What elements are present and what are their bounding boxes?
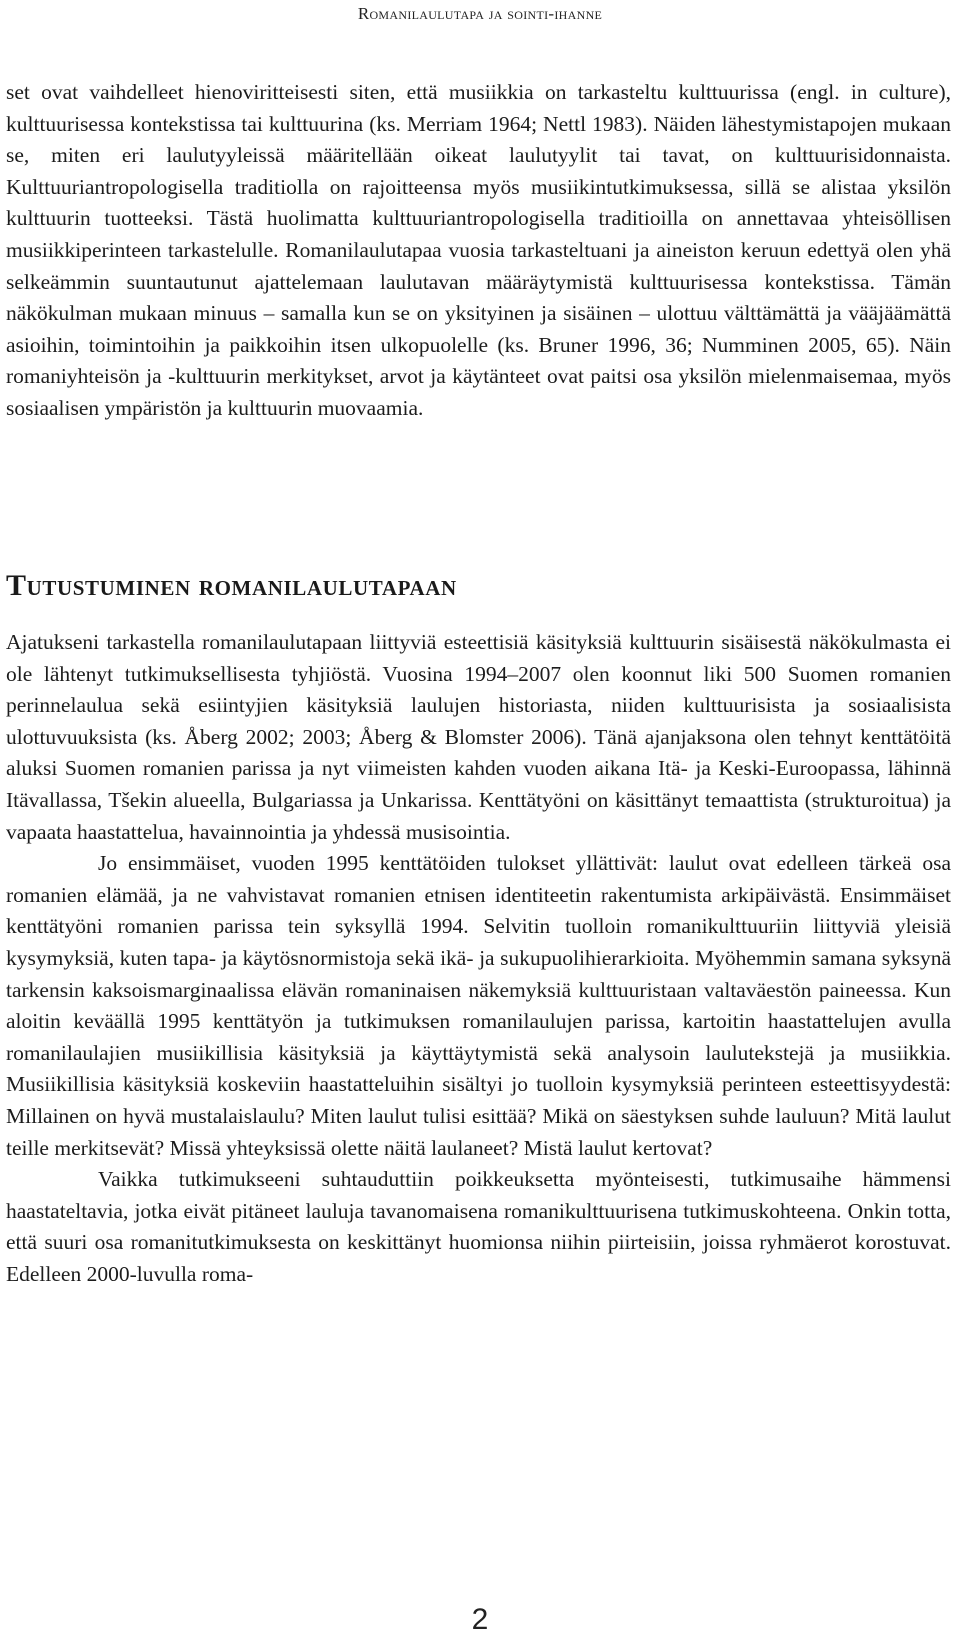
section-paragraph-1: Ajatukseni tarkastella romanilaulutapaan liittyviä esteettisiä käsityksiä kulttuurin sisäisestä näkökulmasta ei ole lähtenyt tutkimuksellisesta tyhjiöstä. Vuosina 1994–2007 olen koonnut liki 500 Suomen romanien perinnelaulua sekä esiintyjien käsityksiä laulujen historiasta, niiden kulttuurisista ja sosiaalisista ulottuvuuksista (ks. Åberg 2002; 2003; Åberg & Blomster 2006). Tänä ajanjaksona olen tehnyt kenttätöitä aluksi Suomen romanien parissa ja nyt viimeisten kahden vuoden aikana Itä- ja Keski-Euroopassa, lähinnä Itävallassa, Tšekin alueella, Bulgariassa ja Unkarissa. Kenttätyöni on käsittänyt temaattista (strukturoitua) ja vapaata haastattelua, havainnointia ja yhdessä musisointia. [6, 630, 951, 844]
page-number: 2 [471, 1603, 489, 1636]
section-paragraph-3: Vaikka tutkimukseeni suhtauduttiin poikkeuksetta myönteisesti, tutkimusaihe hämmensi haastateltavia, jotka eivät pitäneet lauluja tavanomaisena romanikulttuurisena tutkimuskohteena. Onkin totta, että suuri osa romanitutkimuksesta on keskittänyt huomionsa niihin piirteisiin, joissa ryhmäerot korostuvat. Edelleen 2000-luvulla roma- [6, 1167, 951, 1286]
section-body [6, 627, 951, 1290]
section-paragraph-2: Jo ensimmäiset, vuoden 1995 kenttätöiden tulokset yllättivät: laulut ovat edelleen tärkeä osa romanien elämää, ja ne vahvistavat romanien etnisen identiteetin rakentumista arkipäivästä. Ensimmäiset kenttätyöni romanien parissa tein syksyllä 1994. Selvitin tuolloin romanikulttuuriin liittyviä yleisiä kysymyksiä, kuten tapa- ja käytösnormistoja sekä ikä- ja sukupuolihierarkioita. Myöhemmin samana syksynä tarkensin kaksoismarginaalissa elävän romaninaisen näkemyksiä kulttuuristaan valtaväestön paineessa. Kun aloitin keväällä 1995 kenttätyön ja tutkimuksen romanilaulujen parissa, kartoitin haastattelujen avulla romanilaulajien musiikillisia käsityksiä ja käyttäytymistä sekä analysoin laulutekstejä ja musiikkia. Musiikillisia käsityksiä koskeviin haastatteluihin sisältyi jo tuolloin kysymyksiä perinteen esteettisyydestä: Millainen on hyvä mustalaislaulu? Miten laulut tulisi esittää? Mikä on säestyksen suhde lauluun? Mitä laulut teille merkitsevät? Missä yhteyksissä olette näitä laulaneet? Mistä laulut kertovat? [6, 851, 951, 1160]
running-head: Romanilaulutapa ja sointi-ihanne [357, 4, 603, 23]
section-heading: Tutustuminen romanilaulutapaan [6, 569, 457, 602]
intro-paragraph: set ovat vaihdelleet hienoviritteisesti siten, että musiikkia on tarkasteltu kulttuurissa (engl. in culture), kulttuurisessa kontekstissa tai kulttuurina (ks. Merriam 1964; Nettl 1983). Näiden lähestymistapojen mukaan se, miten eri laulutyyleissä määritellään oikeat laulutyylit tai tavat, on kulttuurisidonnaista. Kulttuuriantropologisella traditiolla on rajoitteensa myös musiikintutkimuksessa, sillä se alistaa yksilön kulttuurin tuotteeksi. Tästä huolimatta kulttuuriantropologisella traditioilla on annettavaa yhteisöllisen musiikkiperinteen tarkastelulle. Romanilaulutapaa vuosia tarkasteltuani ja aineiston keruun edettyä olen yhä selkeämmin suuntautunut ajattelemaan laulutavan määräytymistä kulttuurisessa kontekstissa. Tämän näkökulman mukaan minuus – samalla kun se on yksityinen ja sisäinen – ulottuu välttämättä ja vääjäämättä asioihin, toimintoihin ja paikkoihin itsen ulkopuolelle (ks. Bruner 1996, 36; Numminen 2005, 65). Näin romaniyhteisön ja -kulttuurin merkitykset, arvot ja käytänteet ovat paitsi osa yksilön mielenmaisemaa, myös sosiaalisen ympäristön ja kulttuurin muovaamia. [6, 80, 951, 420]
